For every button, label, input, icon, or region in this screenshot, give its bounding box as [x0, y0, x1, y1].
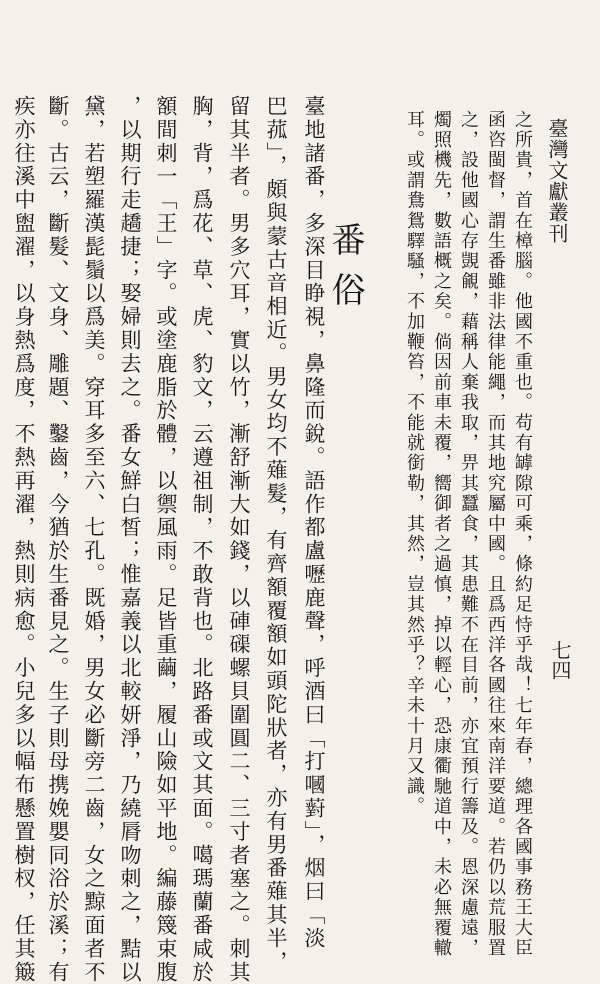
text-column: 額間刺一「王」字。或塗鹿脂於體，以禦風雨。足皆重繭，履山險如平地。編藤篾束腹: [154, 95, 178, 984]
text-column: 燭照機先，數語概之矣。倘因前車未覆，嚮御者之過慎，掉以輕心，恐康衢馳道中，未必無覆轍: [431, 110, 452, 959]
text-column: 之，設他國心存覬覦，藉稱人棄我取，畀其蠶食，其患難不在目前，亦宜預行籌及。恩深慮遠，: [458, 110, 479, 959]
text-column: 臺地諸番，多深目睁視，鼻隆而銳。語作都盧嚦鹿聲，呼酒曰「打嘓薱」，烟曰「淡: [302, 95, 326, 951]
page-number: 七四: [548, 640, 572, 680]
running-title: 臺灣文獻叢刊: [545, 118, 569, 244]
text-column: 疾亦往溪中盥濯，以身熱爲度，不熱再濯，熱則病愈。小兒多以幅布懸置樹杈，任其簸: [12, 95, 36, 984]
text-column: 留其半者。男多穴耳，實以竹，漸舒漸大如錢，以硨磲螺貝圍圓二、三寸者塞之。刺其: [227, 95, 251, 984]
text-column: 黛，若塑羅漢髭鬚以爲美。穿耳多至六、七孔。既婚，男女必斷旁二齒，女之黥面者不: [82, 95, 106, 984]
text-column: 函咨閩督，謂生番雖非法律能繩，而其地究屬中國。且爲西洋各國往來南洋要道。若仍以荒服置: [485, 110, 506, 959]
text-column: ，以期行走趫捷；娶婦則去之。番女鮮白皙；惟嘉義以北較妍淨，乃繞脣吻刺之，黠以: [118, 95, 142, 984]
text-column: 斷。古云，斷髮、文身、雕題、鑿齒，今猶於生番見之。生子則母携娩嬰同浴於溪；有: [46, 95, 70, 984]
text-column: 耳。或謂鴦鴛驛騷，不加鞭笞，不能就銜勒，其然，豈其然乎？辛未十月又識。: [404, 110, 425, 817]
section-heading: 番俗: [325, 222, 365, 322]
text-column: 巴菰」，頗與蒙古音相近。男女均不薙髮，有齊額覆額如頭陀狀者，亦有男番薙其半，: [264, 95, 288, 974]
text-column: 之所貴，首在樟腦。他國不重也。苟有罅隙可乘，條約足恃乎哉！七年春，總理各國事務王大臣: [512, 110, 533, 959]
text-column: 胸，背，爲花、草、虎、豹文，云遵祖制，不敢背也。北路番或文其面。噶瑪蘭番咸於: [190, 95, 214, 984]
